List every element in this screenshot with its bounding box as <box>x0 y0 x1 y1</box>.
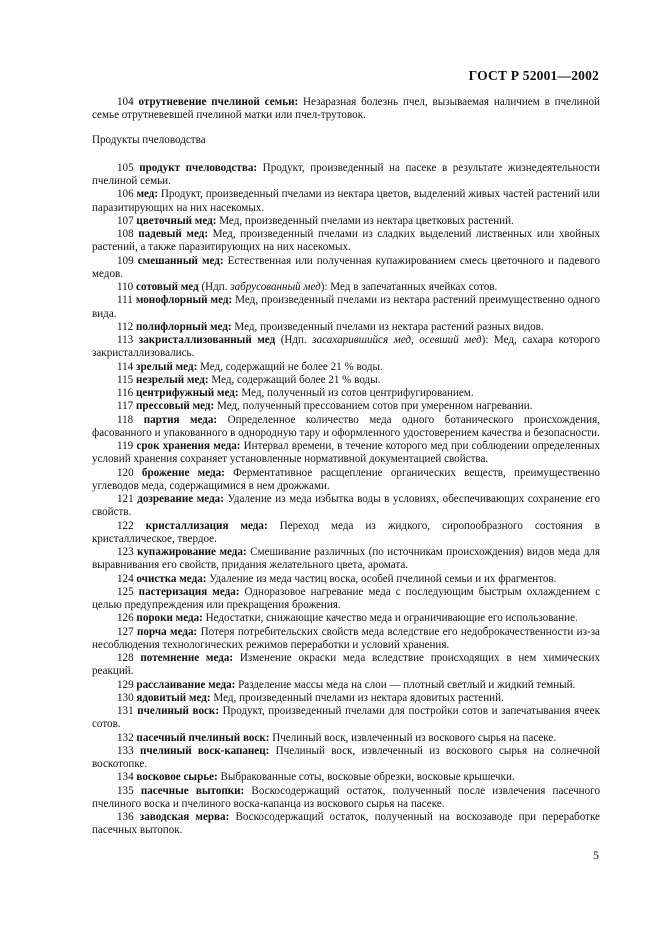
term-entry <box>92 493 600 520</box>
term-entry <box>92 96 600 123</box>
term-number: 115 <box>117 373 134 386</box>
term-definition: Определенное количество меда одного ботанического происхождения, фасованного и упакованного в однородную тару и оформленного удостоверением качества и безопасности. <box>92 413 600 439</box>
term-number: 129 <box>117 678 134 691</box>
term-definition: Пчелиный воск, извлеченный из воскового сырья на солнечной воскотопке. <box>92 744 600 770</box>
term-name: незрелый мед: <box>136 373 209 386</box>
term-name: монофлорный мед: <box>135 294 233 307</box>
term-entry <box>92 546 600 573</box>
term-entry <box>92 162 600 189</box>
term-name: дозревание меда: <box>137 493 224 505</box>
term-entry <box>92 612 600 625</box>
term-name: зрелый мед: <box>136 360 198 373</box>
term-number: 120 <box>117 466 134 479</box>
term-entry <box>92 811 600 838</box>
term-name: продукт пчеловодства: <box>139 161 258 174</box>
term-number: 124 <box>117 572 134 585</box>
term-list <box>92 162 600 838</box>
term-definition: Воскосодержащий остаток, полученный после извлечения пасечного пчелиного воска и пчелиного воска-капанца из воскового сырья на пасеке. <box>92 784 600 810</box>
term-number: 110 <box>117 281 134 293</box>
term-entry <box>92 732 600 745</box>
term-definition: Продукт, произведенный пчелами из нектара цветов, выделений живых частей растений или паразитирующих на них насекомых. <box>92 188 600 214</box>
term-number: 131 <box>117 705 134 717</box>
term-number: 127 <box>117 625 134 638</box>
standard-header: ГОСТ Р 52001—2002 <box>468 68 599 83</box>
term-definition: Интервал времени, в течение которого мед при соблюдении определенных условий хранения сохраняет установленные нормативной документацией свойства. <box>92 440 600 466</box>
term-number: 108 <box>117 228 134 240</box>
term-entry <box>92 374 600 387</box>
document-body <box>92 96 600 838</box>
term-entry <box>92 215 600 228</box>
term-definition: Одноразовое нагревание меда с последующим быстрым охлаждением с целью предупреждения или прекращения брожения. <box>92 585 600 611</box>
term-name: пчелиный воск: <box>137 705 220 717</box>
term-number: 136 <box>117 811 134 823</box>
term-number: 113 <box>117 334 134 346</box>
term-name: падевый мед: <box>138 228 209 240</box>
term-entry <box>92 361 600 374</box>
term-definition: Продукт, произведенный на пасеке в результате жизнедеятельности пчелиной семьи. <box>92 161 600 187</box>
term-name: пасечные вытопки: <box>140 784 245 797</box>
term-definition: Недостатки, снижающие качество меда и ограничивающие его использование. <box>202 612 578 625</box>
term-name: партия меда: <box>143 413 218 426</box>
term-name: брожение меда: <box>141 466 225 479</box>
term-definition: Изменение окраски меда вследствие происходящих в нем химических реакций. <box>92 652 600 678</box>
term-entry <box>92 255 600 282</box>
term-deprecated: забрусованный мед <box>230 281 321 293</box>
term-definition: ): Мед, сахара которого закристаллизовались. <box>92 334 600 360</box>
term-number: 109 <box>117 254 134 267</box>
term-number: 112 <box>117 320 134 333</box>
term-entry <box>92 785 600 812</box>
term-definition: ): Мед в запечатанных ячейках сотов. <box>320 281 498 293</box>
term-name: расслаивание меда: <box>136 678 236 691</box>
term-definition: Мед, произведенный пчелами из сладких выделений лиственных или хвойных растений, а также паразитирующих на них насекомых. <box>92 228 601 254</box>
term-number: 125 <box>117 585 134 598</box>
term-entry <box>92 228 600 255</box>
term-number: 134 <box>117 771 134 784</box>
term-entry <box>92 188 600 215</box>
term-number: 130 <box>117 691 134 704</box>
term-name: смешанный мед: <box>137 254 224 267</box>
term-definition: Мед, произведенный пчелами из нектара цветковых растений. <box>216 214 514 227</box>
term-number: 106 <box>117 188 134 201</box>
term-name: ядовитый мед: <box>136 691 211 704</box>
term-number: 117 <box>117 400 134 413</box>
term-list-top <box>92 96 600 123</box>
term-name: очистка меда: <box>136 572 207 585</box>
term-entry <box>92 294 600 321</box>
term-name: пчелиный воск-капанец: <box>139 744 270 757</box>
term-entry <box>92 400 600 413</box>
term-definition: Мед, полученный прессованием сотов при умеренном нагревании. <box>214 400 533 413</box>
term-name: заводская мерва: <box>139 811 230 823</box>
term-name: цветочный мед: <box>136 214 217 227</box>
term-entry <box>92 414 600 441</box>
term-name: центрифужный мед: <box>136 387 239 399</box>
term-entry <box>92 440 600 467</box>
term-name: порча меда: <box>137 625 198 638</box>
term-number: 135 <box>117 784 134 797</box>
term-entry <box>92 626 600 653</box>
term-number: 107 <box>117 214 134 227</box>
term-number: 133 <box>117 744 134 757</box>
term-definition: Мед, произведенный пчелами из нектара растений разных видов. <box>231 320 544 333</box>
term-entry <box>92 520 600 547</box>
term-note: (Ндп. <box>275 334 313 346</box>
term-definition: Продукт, произведенный пчелами для постройки сотов и запечатывания ячеек сотов. <box>92 705 600 731</box>
term-name: потемнение меда: <box>140 652 234 664</box>
term-definition: Воскосодержащий остаток, полученный на воскозаводе при переработке пасечных вытопок. <box>92 811 600 837</box>
term-name: сотовый мед <box>136 281 199 293</box>
term-number: 122 <box>117 519 134 532</box>
term-number: 114 <box>117 360 134 373</box>
term-entry <box>92 705 600 732</box>
term-number: 121 <box>117 493 134 505</box>
term-number: 126 <box>117 612 134 625</box>
term-name: срок хранения меда: <box>136 440 241 452</box>
term-number: 105 <box>117 161 134 174</box>
term-name: мед: <box>136 188 159 201</box>
term-name: кристаллизация меда: <box>145 519 268 532</box>
term-name: пастеризация меда: <box>138 585 240 598</box>
term-definition: Потеря потребительских свойств меда вследствие его недоброкачественности из-за несоблюдения технологических режимов переработки и условий хранения. <box>92 625 600 651</box>
term-number: 118 <box>117 413 134 426</box>
term-definition: Незаразная болезнь пчел, вызываемая наличием в пчелиной семье отрутневевшей пчелиной матки или пчел-трутовок. <box>92 96 600 122</box>
term-entry <box>92 467 600 494</box>
term-name: купажирование меда: <box>137 546 247 558</box>
term-number: 116 <box>117 387 134 399</box>
term-name: отрутневение пчелиной семьи: <box>138 96 299 108</box>
term-name: прессовый мед: <box>136 400 215 413</box>
term-entry <box>92 692 600 705</box>
term-number: 123 <box>117 546 134 558</box>
term-definition: Мед, произведенный пчелами из нектара растений преимущественно одного вида. <box>92 294 600 320</box>
term-definition: Переход меда из жидкого, сиропообразного состояния в кристаллическое, твердое. <box>92 519 601 545</box>
term-definition: Естественная или полученная купажированием смесь цветочного и падевого медов. <box>92 254 600 280</box>
term-note: (Ндп. <box>198 281 231 293</box>
term-number: 111 <box>117 294 133 307</box>
term-entry <box>92 281 600 294</box>
term-number: 119 <box>117 440 134 452</box>
term-number: 128 <box>117 652 134 664</box>
term-definition: Ферментативное расщепление органических веществ, преимущественно углеводов меда, содержащимися в нем дрожжами. <box>92 466 600 492</box>
term-definition: Разделение массы меда на слои — плотный светлый и жидкий темный. <box>235 678 576 691</box>
term-number: 104 <box>117 96 134 108</box>
term-entry <box>92 745 600 772</box>
term-definition: Смешивание различных (по источникам происхождения) видов меда для выравнивания его свойств, придания желательного цвета, аромата. <box>92 546 600 572</box>
term-deprecated: засахарившийся мед, осевший мед <box>312 334 482 346</box>
term-entry <box>92 321 600 334</box>
term-definition: Мед, содержащий более 21 % воды. <box>208 373 381 386</box>
term-name: закристаллизованный мед <box>138 334 276 346</box>
term-number: 132 <box>117 731 134 744</box>
term-definition: Мед, содержащий не более 21 % воды. <box>197 360 383 373</box>
term-entry <box>92 586 600 613</box>
term-definition: Выбракованные соты, восковые обрезки, восковые крышечки. <box>217 771 515 784</box>
term-entry <box>92 334 600 361</box>
term-definition: Пчелиный воск, извлеченный из воскового сырья на пасеке. <box>269 731 557 744</box>
term-name: полифлорный мед: <box>136 320 232 333</box>
term-entry <box>92 387 600 400</box>
term-entry <box>92 573 600 586</box>
term-definition: Удаление из меда избытка воды в условиях, обеспечивающих сохранение его свойств. <box>92 493 600 519</box>
term-definition: Мед, полученный из сотов центрифугированием. <box>238 387 474 399</box>
term-definition: Удаление из меда частиц воска, особей пчелиной семьи и их фрагментов. <box>206 572 557 585</box>
section-title: Продукты пчеловодства <box>92 133 206 146</box>
page-number: 5 <box>593 848 599 862</box>
term-name: пороки меда: <box>136 612 203 625</box>
term-definition: Мед, произведенный пчелами из нектара ядовитых растений. <box>210 691 504 704</box>
term-entry <box>92 652 600 679</box>
term-entry <box>92 679 600 692</box>
term-name: пасечный пчелиный воск: <box>136 731 270 744</box>
term-entry <box>92 771 600 784</box>
term-name: восковое сырье: <box>136 771 218 784</box>
